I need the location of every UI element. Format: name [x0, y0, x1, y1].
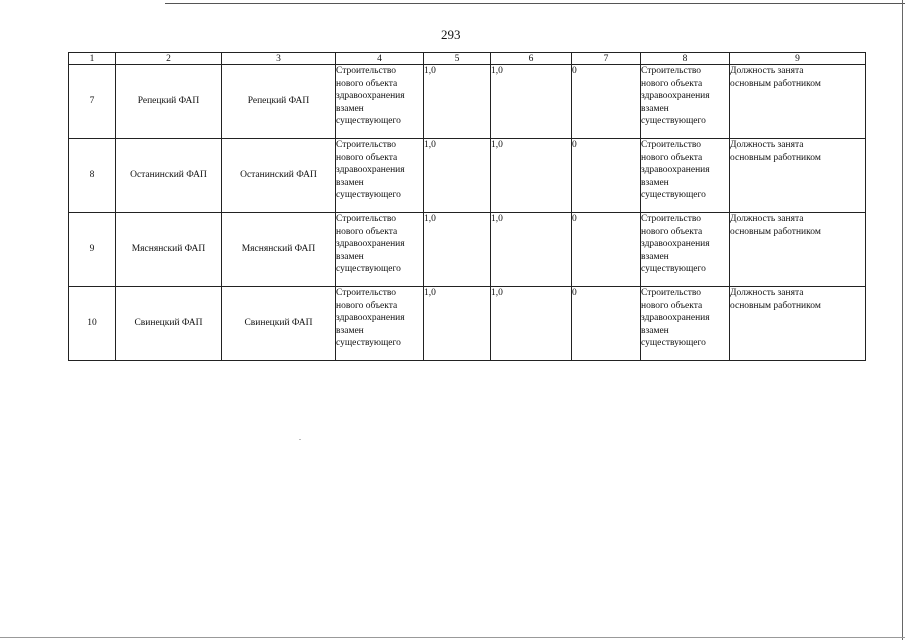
result-line: существующего	[641, 338, 706, 348]
result-line: существующего	[641, 116, 706, 126]
work-type-line: нового объекта	[336, 300, 398, 311]
value-col5: 1,0	[424, 65, 491, 139]
work-type-line: существующего	[336, 264, 401, 274]
result-line: здравоохранения	[641, 165, 710, 175]
column-header: 9	[730, 53, 866, 65]
work-type-line: взамен	[336, 177, 364, 188]
facility-name: Останинский ФАП	[116, 139, 222, 213]
column-header: 5	[424, 53, 491, 65]
note-line: основным работником	[730, 300, 821, 311]
result-cell	[641, 65, 730, 139]
scan-speck	[299, 439, 301, 440]
result-line: Строительство	[641, 66, 702, 76]
work-type-cell	[336, 139, 424, 213]
row-number: 9	[69, 213, 116, 287]
note-line: основным работником	[730, 78, 821, 89]
value-col6: 1,0	[491, 139, 572, 213]
value-col5: 1,0	[424, 213, 491, 287]
scan-edge	[902, 0, 903, 640]
value-col7: 0	[572, 287, 641, 361]
work-type-line: здравоохранения	[336, 239, 405, 249]
row-number: 7	[69, 65, 116, 139]
column-header: 1	[69, 53, 116, 65]
result-line: нового объекта	[641, 152, 703, 163]
work-type-line: Строительство	[336, 288, 397, 298]
note-cell	[730, 65, 866, 139]
facility-name-alt: Репецкий ФАП	[222, 65, 336, 139]
note-line: Должность занята	[730, 66, 804, 76]
column-header: 4	[336, 53, 424, 65]
table-row	[69, 65, 866, 139]
result-line: нового объекта	[641, 226, 703, 237]
work-type-cell	[336, 287, 424, 361]
column-header: 2	[116, 53, 222, 65]
work-type-line: Строительство	[336, 214, 397, 224]
note-line: основным работником	[730, 152, 821, 163]
row-number: 10	[69, 287, 116, 361]
work-type-line: нового объекта	[336, 152, 398, 163]
work-type-line: здравоохранения	[336, 313, 405, 323]
note-line: Должность занята	[730, 214, 804, 224]
value-col7: 0	[572, 213, 641, 287]
note-line: Должность занята	[730, 140, 804, 150]
top-rule	[165, 3, 905, 4]
result-cell	[641, 213, 730, 287]
result-line: здравоохранения	[641, 239, 710, 249]
value-col6: 1,0	[491, 65, 572, 139]
result-line: взамен	[641, 325, 669, 336]
table-row	[69, 213, 866, 287]
result-line: нового объекта	[641, 300, 703, 311]
work-type-line: нового объекта	[336, 226, 398, 237]
value-col5: 1,0	[424, 139, 491, 213]
value-col7: 0	[572, 139, 641, 213]
facility-name-alt: Останинский ФАП	[222, 139, 336, 213]
note-line: основным работником	[730, 226, 821, 237]
column-header: 8	[641, 53, 730, 65]
work-type-line: существующего	[336, 338, 401, 348]
work-type-line: Строительство	[336, 140, 397, 150]
work-type-line: взамен	[336, 251, 364, 262]
work-type-line: существующего	[336, 190, 401, 200]
column-header: 6	[491, 53, 572, 65]
header-row	[69, 53, 866, 65]
work-type-line: здравоохранения	[336, 165, 405, 175]
work-type-line: взамен	[336, 103, 364, 114]
value-col6: 1,0	[491, 287, 572, 361]
page-number: 293	[441, 27, 461, 42]
result-line: Строительство	[641, 214, 702, 224]
work-type-line: Строительство	[336, 66, 397, 76]
note-cell	[730, 139, 866, 213]
result-cell	[641, 139, 730, 213]
work-type-line: здравоохранения	[336, 91, 405, 101]
facility-table	[68, 52, 866, 361]
result-line: здравоохранения	[641, 313, 710, 323]
work-type-line: нового объекта	[336, 78, 398, 89]
result-line: Строительство	[641, 140, 702, 150]
row-number: 8	[69, 139, 116, 213]
result-line: здравоохранения	[641, 91, 710, 101]
work-type-cell	[336, 65, 424, 139]
facility-name: Репецкий ФАП	[116, 65, 222, 139]
note-cell	[730, 213, 866, 287]
result-line: взамен	[641, 251, 669, 262]
result-line: Строительство	[641, 288, 702, 298]
value-col7: 0	[572, 65, 641, 139]
work-type-line: взамен	[336, 325, 364, 336]
result-line: взамен	[641, 177, 669, 188]
note-line: Должность занята	[730, 288, 804, 298]
work-type-line: существующего	[336, 116, 401, 126]
result-line: существующего	[641, 264, 706, 274]
result-line: нового объекта	[641, 78, 703, 89]
facility-name-alt: Мяснянский ФАП	[222, 213, 336, 287]
facility-name: Мяснянский ФАП	[116, 213, 222, 287]
result-line: существующего	[641, 190, 706, 200]
column-header: 3	[222, 53, 336, 65]
table-row	[69, 139, 866, 213]
value-col6: 1,0	[491, 213, 572, 287]
result-cell	[641, 287, 730, 361]
facility-name-alt: Свинецкий ФАП	[222, 287, 336, 361]
facility-name: Свинецкий ФАП	[116, 287, 222, 361]
work-type-cell	[336, 213, 424, 287]
result-line: взамен	[641, 103, 669, 114]
value-col5: 1,0	[424, 287, 491, 361]
table-row	[69, 287, 866, 361]
column-header: 7	[572, 53, 641, 65]
scan-edge-bottom	[0, 637, 905, 638]
note-cell	[730, 287, 866, 361]
